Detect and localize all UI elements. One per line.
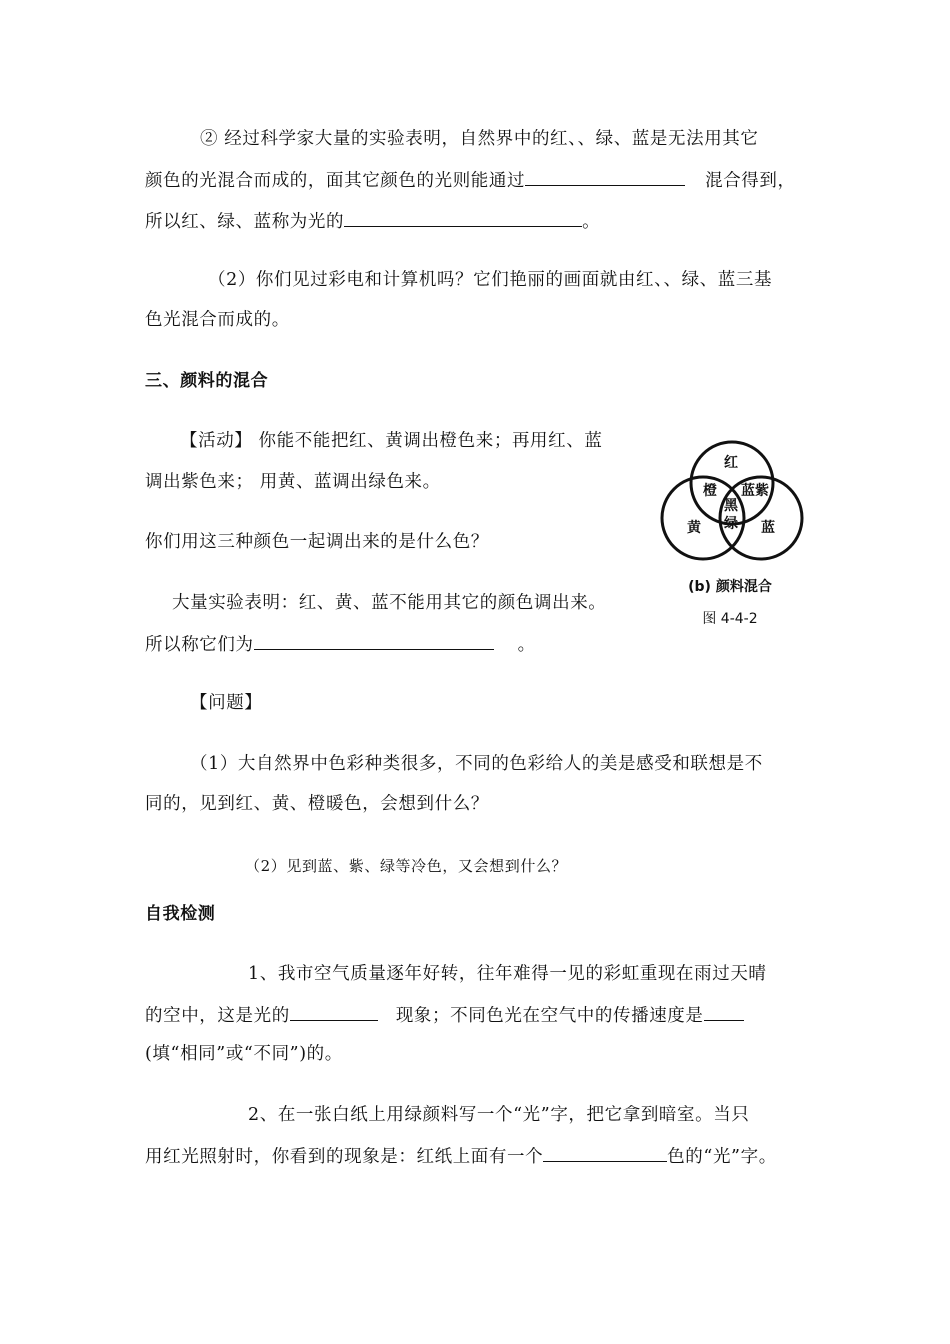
text: 。 <box>582 212 601 232</box>
paragraph-line: 1、我市空气质量逐年好转，往年难得一见的彩虹重现在雨过天晴 <box>248 964 767 984</box>
text: 。 <box>517 635 536 655</box>
text: 所以称它们为 <box>145 635 254 655</box>
section-heading: 三、颜料的混合 <box>145 371 269 391</box>
paragraph-line <box>145 1143 777 1169</box>
text: 现象；不同色光在空气中的传播速度是 <box>395 1006 704 1026</box>
paragraph-line <box>145 1002 744 1028</box>
pigment-mixing-figure <box>655 433 810 633</box>
text: 色的“光”字。 <box>667 1147 777 1167</box>
label-orange: 橙 <box>703 483 717 499</box>
blank-line <box>344 208 582 227</box>
text: 颜色的光混合而成的，面其它颜色的光则能通过 <box>145 171 526 191</box>
text: 混合得到， <box>705 171 796 191</box>
paragraph-line: 【活动】 你能不能把红、黄调出橙色来；再用红、蓝 <box>180 431 603 451</box>
paragraph-line: （1）大自然界中色彩种类很多，不同的色彩给人的美是感受和联想是不 <box>190 754 763 774</box>
text: 所以红、绿、蓝称为光的 <box>145 212 345 232</box>
label-purple: 蓝紫 <box>741 483 769 499</box>
problems-heading: 【问题】 <box>190 693 263 713</box>
figure-number: 图 4-4-2 <box>702 611 758 627</box>
paragraph-line: 调出紫色来； 用黄、蓝调出绿色来。 <box>145 472 441 492</box>
paragraph-line <box>145 167 796 193</box>
label-blue: 蓝 <box>761 520 775 536</box>
paragraph-line: （2）见到蓝、紫、绿等冷色，又会想到什么？ <box>245 857 568 875</box>
blank-line <box>525 167 685 186</box>
label-black: 黑 <box>724 498 738 514</box>
blank-line <box>254 631 494 650</box>
paragraph-line: 你们用这三种颜色一起调出来的是什么色？ <box>145 532 489 552</box>
text: 的空中，这是光的 <box>145 1006 290 1026</box>
figure-caption: (b) 颜料混合 <box>688 579 772 595</box>
label-red: 红 <box>724 455 738 471</box>
blank-line <box>704 1002 744 1021</box>
paragraph-line: （2）你们见过彩电和计算机吗？它们艳丽的画面就由红、、绿、蓝三基 <box>208 270 773 290</box>
section-heading: 自我检测 <box>145 904 216 924</box>
paragraph-line: 色光混合而成的。 <box>145 310 290 330</box>
paragraph-line: 2、在一张白纸上用绿颜料写一个“光”字，把它拿到暗室。当只 <box>248 1105 750 1125</box>
paragraph-line: (填“相同”或“不同”)的。 <box>145 1044 343 1064</box>
label-green: 绿 <box>724 516 738 532</box>
paragraph-line <box>145 631 536 657</box>
label-yellow: 黄 <box>687 520 701 536</box>
paragraph-line: 大量实验表明：红、黄、蓝不能用其它的颜色调出来。 <box>172 593 607 613</box>
paragraph-line: ② 经过科学家大量的实验表明，自然界中的红、、绿、蓝是无法用其它 <box>200 129 759 149</box>
text: 用红光照射时，你看到的现象是：红纸上面有一个 <box>145 1147 544 1167</box>
blank-line <box>543 1143 667 1162</box>
paragraph-line <box>145 208 600 234</box>
blank-line <box>290 1002 378 1021</box>
paragraph-line: 同的，见到红、黄、橙暖色，会想到什么？ <box>145 794 489 814</box>
